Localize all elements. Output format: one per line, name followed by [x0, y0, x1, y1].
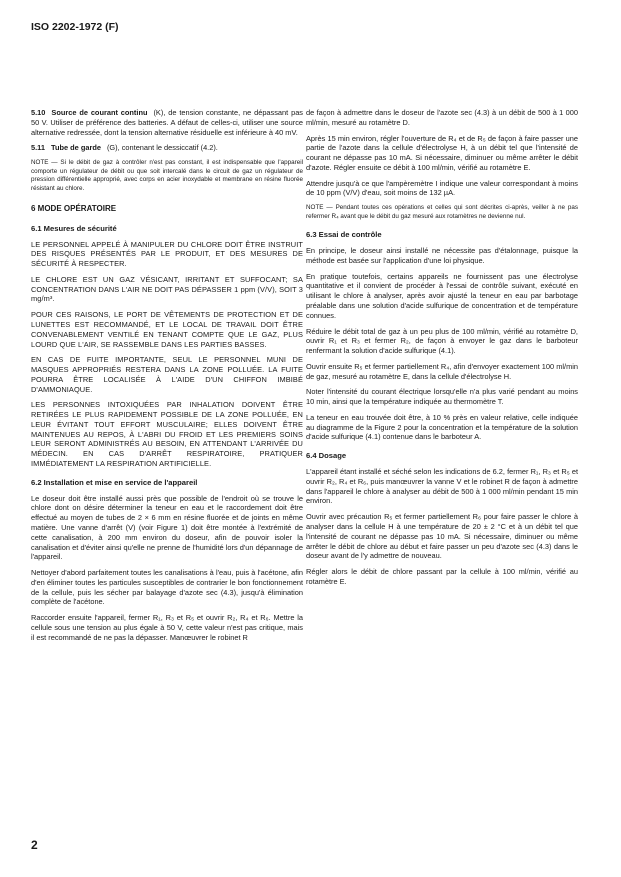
section-title: Tube de garde — [50, 143, 101, 153]
left-column — [31, 108, 303, 648]
body-paragraph: Le doseur doit être installé aussi près que possible de l'endroit où se trouve le chlore dont on désire déterminer la teneur en eau et le raccordement doit être effectué au moyen de tubes de 2 × 6 mm en résine fluorée et de joints en même matière. Une vanne d'arrêt (V) (voir Figure 1) doit être montée à l'extrémité de cette canalisation, à 200 mm environ du doseur, afin de pouvoir isoler la canalisation et d'éviter ainsi qu'elle ne prenne de l'humidité lors d'un dépannage de l'appareil. — [31, 493, 303, 562]
section-number: 5.10 — [31, 108, 46, 117]
section-number: 5.11 — [31, 143, 45, 153]
section-text: (K), de tension constante, ne dépassant pas 50 V. Utiliser de préférence des batteries. A défaut de celles-ci, utiliser une source alternative redressée, dont la tension alternative résiduelle est inférieure à 40 mV. — [31, 108, 303, 137]
section-5-11 — [31, 143, 303, 153]
body-paragraph: Noter l'intensité du courant électrique lorsqu'elle n'a plus varié pendant au moins 10 min, ainsi que la température indiquée au thermomètre T. — [306, 387, 578, 407]
heading-dosage: 6.4 Dosage — [306, 451, 347, 461]
safety-paragraph: LE PERSONNEL APPELÉ À MANIPULER DU CHLORE DOIT ÊTRE INSTRUIT DES RISQUES PRÉSENTÉS PAR LE PRODUIT, ET DES MESURES DE SÉCURITÉ À RESPECTER. — [31, 239, 303, 269]
body-paragraph: Après 15 min environ, régler l'ouverture de R₄ et de R₅ de façon à faire passer une partie de l'azote dans la cellule d'électrolyse H, à un débit tel que l'intensité de courant ne dépasse pas 10 mA. Si nécessaire, diminuer ou même arrêter le débit d'azote. Régler ensuite ce débit à 100 ml/min, vérifié au rotamètre E. — [306, 133, 578, 172]
safety-paragraph: LES PERSONNES INTOXIQUÉES PAR INHALATION DOIVENT ÊTRE RETIRÉES LE PLUS RAPIDEMENT POSSIBLE DE LA ZONE POLLUÉE, EN LEUR ÉVITANT TOUT EFFORT MUSCULAIRE; ELLES DOIVENT ÊTRE MAINTENUES AU REPOS, À L'ABRI DU FROID ET LES PREMIERS SOINS LEUR SERONT ADMINISTRÉS AU BESOIN, EN ATTENDANT L'ARRIVÉE DU MÉDECIN. EN CAS D'ARRÊT RESPIRATOIRE, PRATIQUER IMMÉDIATEMENT LA RESPIRATION ARTIFICIELLE. — [31, 400, 303, 468]
body-paragraph: En principe, le doseur ainsi installé ne nécessite pas d'étalonnage, puisque la méthode est basée sur l'application d'une loi physique. — [306, 246, 578, 265]
body-paragraph: L'appareil étant installé et séché selon les indications de 6.2, fermer R₁, R₃ et R₅ et ouvrir R₂, R₄ et R₆, puis manœuvrer la vanne V et le robinet R de façon à admettre dans l'appareil le chlore à analyser au débit de 500 à 1 000 ml/min pendant 15 min environ. — [306, 467, 578, 506]
right-column — [306, 108, 578, 593]
heading-essai-controle: 6.3 Essai de contrôle — [306, 230, 382, 240]
heading-mode-operatoire: 6 MODE OPÉRATOIRE — [31, 204, 117, 214]
safety-paragraph: LE CHLORE EST UN GAZ VÉSICANT, IRRITANT ET SUFFOCANT; SA CONCENTRATION DANS L'AIR NE DOIT PAS DÉPASSER 1 ppm (V/V), SOIT 3 mg/m³. — [31, 274, 303, 304]
note-gas-flow: NOTE — Si le débit de gaz à contrôler n'est pas constant, il est indispensable que l'appareil comporte un régulateur de débit ou que soit intercalé dans le circuit de gaz un régulateur de pression différentielle approprié, avec corps en acier inoxydable et membrane en résine fluorée résistant au chlore. — [31, 159, 303, 192]
page-number: 2 — [31, 838, 38, 852]
heading-mesures-securite: 6.1 Mesures de sécurité — [31, 223, 117, 233]
body-paragraph: Réduire le débit total de gaz à un peu plus de 100 ml/min, vérifié au rotamètre D, ouvrir R₁ et R₃ et fermer R₂, de façon à envoyer le gaz dans le barboteur renfermant la solution d'acide sulfurique (4.1). — [306, 326, 578, 356]
safety-paragraph: EN CAS DE FUITE IMPORTANTE, SEUL LE PERSONNEL MUNI DE MASQUES APPROPRIÉS RESTERA DANS LA ZONE POLLUÉE. LA FUITE POURRA ÊTRE LOCALISÉE À L'AIDE D'UN CHIFFON IMBIBÉ D'AMMONIAQUE. — [31, 355, 303, 394]
body-paragraph: Raccorder ensuite l'appareil, fermer R₁, R₃ et R₅ et ouvrir R₂, R₄ et R₆. Mettre la cellule sous une tension au plus égale à 50 V, cette valeur n'est pas critique, mais il est recommandé de ne pas la dépasser. Manœuvrer le robinet R — [31, 613, 303, 642]
document-header: ISO 2202-1972 (F) — [31, 21, 119, 33]
body-paragraph: En pratique toutefois, certains appareils ne fournissent pas une électrolyse quantitative et il convient de procéder à l'essai de contrôle suivant, exécuté en utilisant le chlore à analyser, après avoir ajusté la teneur en eau par barbotage préalable dans une solution d'acide sulfurique de concentration et de température connues. — [306, 271, 578, 320]
body-paragraph: de façon à admettre dans le doseur de l'azote sec (4.3) à un débit de 500 à 1 000 ml/min, mesuré au rotamètre D. — [306, 108, 578, 127]
body-paragraph: Ouvrir ensuite R₅ et fermer partiellement R₄, afin d'envoyer exactement 100 ml/min de gaz, mesuré au rotamètre E, dans la cellule d'électrolyse H. — [306, 361, 578, 381]
body-paragraph: Régler alors le débit de chlore passant par la cellule à 100 ml/min, vérifié au rotamètre E. — [306, 567, 578, 586]
section-title: Source de courant continu — [51, 108, 148, 117]
note-operations: NOTE — Pendant toutes ces opérations et celles qui sont décrites ci-après, veiller à ne pas refermer R₄ avant que le débit du gaz mesuré aux rotamètres ne devienne nul. — [306, 204, 578, 220]
body-paragraph: La teneur en eau trouvée doit être, à 10 % près en valeur relative, celle indiquée au diagramme de la Figure 2 pour la concentration et la température de la solution d'acide sulfurique (4.1) contenue dans le barboteur A. — [306, 412, 578, 442]
safety-paragraph: POUR CES RAISONS, LE PORT DE VÊTEMENTS DE PROTECTION ET DE LUNETTES EST RECOMMANDÉ, ET LE LOCAL DE TRAVAIL DOIT ÊTRE CONVENABLEMENT VENTILÉ EN TENANT COMPTE QUE LE GAZ, PLUS LOURD QUE L'AIR, SE RASSEMBLE DANS LES PARTIES BASSES. — [31, 310, 303, 349]
heading-installation: 6.2 Installation et mise en service de l'appareil — [31, 477, 198, 487]
section-text: (G), contenant le dessiccatif (4.2). — [106, 143, 218, 153]
body-paragraph: Attendre jusqu'à ce que l'ampèremètre I indique une valeur correspondant à moins de 10 ppm (V/V) d'eau, soit moins de 132 µA. — [306, 178, 578, 198]
body-paragraph: Nettoyer d'abord parfaitement toutes les canalisations à l'eau, puis à l'acétone, afin d'en éliminer toutes les particules susceptibles de contrarier le bon fonctionnement de la cellule, puis les sécher par balayage d'azote sec (4.3), jusqu'à élimination complète de l'acétone. — [31, 568, 303, 607]
body-paragraph: Ouvrir avec précaution R₅ et fermer partiellement R₆ pour faire passer le chlore à analyser dans la cellule H à une température de 20 ± 2 °C et à un débit tel que l'intensité de courant ne dépasse pas 10 mA. Si nécessaire, diminuer ou même arrêter le débit de chlore au début et faire passer un peu d'azote sec (4.3) dans le doseur avant de l'y admettre de nouveau. — [306, 512, 578, 561]
section-5-10 — [31, 108, 303, 137]
